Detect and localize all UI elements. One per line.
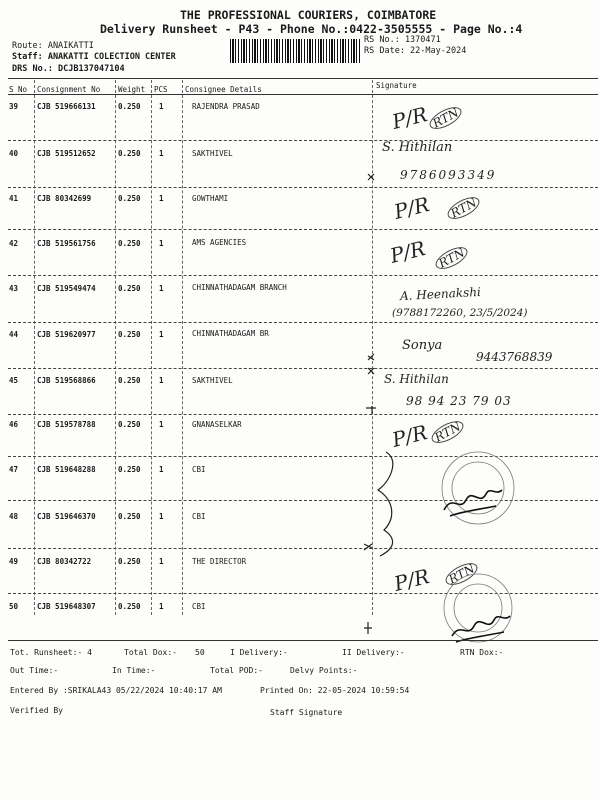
col-divider bbox=[115, 80, 116, 615]
handwritten-rtn: RTN bbox=[442, 559, 481, 590]
row-consignee: CBI bbox=[192, 465, 206, 474]
row-consignee: GNANASELKAR bbox=[192, 420, 242, 429]
row-consignment: CJB 519646370 bbox=[37, 512, 96, 521]
row-consignee: SAKTHIVEL bbox=[192, 376, 233, 385]
runsheet-title: Delivery Runsheet - P43 - Phone No.:0422-3505555 - Page No.:4 bbox=[100, 22, 523, 36]
company-title: THE PROFESSIONAL COURIERS, COIMBATORE bbox=[180, 8, 437, 22]
printed-on: Printed On: 22-05-2024 10:59:54 bbox=[260, 686, 410, 695]
handwritten-rtn: RTN bbox=[444, 193, 483, 224]
rtn-dox: RTN Dox:- bbox=[460, 648, 504, 657]
signature-strokes bbox=[360, 90, 600, 650]
handwritten-phone: 9786093349 bbox=[400, 168, 497, 182]
row-weight: 0.250 bbox=[118, 102, 141, 111]
entered-by: Entered By :SRIKALA43 05/22/2024 10:40:17 AM bbox=[10, 686, 222, 695]
handwritten-rtn: RTN bbox=[432, 243, 471, 274]
handwritten-pr: P/R bbox=[391, 192, 432, 224]
handwritten-phone: 98 94 23 79 03 bbox=[406, 394, 512, 408]
row-weight: 0.250 bbox=[118, 602, 141, 611]
col-divider bbox=[182, 80, 183, 615]
row-consignment: CJB 519568866 bbox=[37, 376, 96, 385]
col-sno: S No bbox=[9, 85, 28, 94]
row-pcs: 1 bbox=[159, 557, 164, 566]
row-sno: 42 bbox=[9, 239, 19, 248]
row-consignment: CJB 80342699 bbox=[37, 194, 92, 203]
row-pcs: 1 bbox=[159, 512, 164, 521]
row-sno: 50 bbox=[9, 602, 19, 611]
row-pcs: 1 bbox=[159, 420, 164, 429]
handwritten-name: Sonya bbox=[402, 338, 443, 353]
row-weight: 0.250 bbox=[118, 420, 141, 429]
row-consignee: SAKTHIVEL bbox=[192, 149, 233, 158]
handwritten-phone: (9788172260, 23/5/2024) bbox=[392, 307, 528, 319]
handwritten-phone: 9443768839 bbox=[476, 350, 553, 364]
handwritten-rtn: RTN bbox=[428, 417, 467, 448]
row-sno: 49 bbox=[9, 557, 19, 566]
row-consignment: CJB 519512652 bbox=[37, 149, 96, 158]
rs-number: RS No.: 1370471 bbox=[364, 35, 441, 45]
staff-signature: Staff Signature bbox=[270, 708, 343, 717]
barcode bbox=[230, 39, 360, 63]
total-dox-value: 50 bbox=[195, 648, 205, 657]
row-consignee: GOWTHAMI bbox=[192, 194, 229, 203]
total-pod: Total POD:- bbox=[210, 666, 263, 675]
row-consignment: CJB 519666131 bbox=[37, 102, 96, 111]
col-divider bbox=[151, 80, 152, 615]
row-pcs: 1 bbox=[159, 330, 164, 339]
row-consignment: CJB 519578788 bbox=[37, 420, 96, 429]
row-consignee: CHINNATHADAGAM BRANCH bbox=[192, 283, 287, 292]
row-weight: 0.250 bbox=[118, 512, 141, 521]
handwritten-name: S. Hithilan bbox=[384, 372, 449, 386]
row-weight: 0.250 bbox=[118, 149, 141, 158]
handwritten-pr: P/R bbox=[387, 236, 428, 268]
col-weight: Weight bbox=[118, 85, 146, 94]
row-consignee: THE DIRECTOR bbox=[192, 557, 247, 566]
row-sno: 39 bbox=[9, 102, 19, 111]
row-weight: 0.250 bbox=[118, 376, 141, 385]
row-consignment: CJB 519620977 bbox=[37, 330, 96, 339]
row-sno: 41 bbox=[9, 194, 19, 203]
out-time: Out Time:- bbox=[10, 666, 59, 675]
col-divider bbox=[34, 80, 35, 615]
row-consignee: AMS AGENCIES bbox=[192, 238, 247, 247]
row-weight: 0.250 bbox=[118, 194, 141, 203]
row-consignment: CJB 519561756 bbox=[37, 239, 96, 248]
row-weight: 0.250 bbox=[118, 465, 141, 474]
col-pcs: PCS bbox=[154, 85, 168, 94]
row-sno: 48 bbox=[9, 512, 19, 521]
row-consignee: CBI bbox=[192, 512, 206, 521]
in-time: In Time:- bbox=[112, 666, 156, 675]
row-consignee: CHINNATHADAGAM BR bbox=[192, 329, 269, 338]
col-consignment: Consignment No bbox=[37, 85, 101, 94]
row-pcs: 1 bbox=[159, 284, 164, 293]
tot-runsheet: Tot. Runsheet:- 4 bbox=[10, 648, 92, 657]
row-sno: 40 bbox=[9, 149, 19, 158]
handwritten-pr: P/R bbox=[389, 420, 430, 452]
col-consignee: Consignee Details bbox=[185, 85, 262, 94]
row-weight: 0.250 bbox=[118, 239, 141, 248]
staff: Staff: ANAKATTI COLECTION CENTER bbox=[12, 52, 176, 62]
row-consignment: CJB 80342722 bbox=[37, 557, 92, 566]
row-weight: 0.250 bbox=[118, 284, 141, 293]
ii-delivery: II Delivery:- bbox=[342, 648, 405, 657]
row-consignment: CJB 519648307 bbox=[37, 602, 96, 611]
drs-number: DRS No.: DCJB137047104 bbox=[12, 64, 125, 74]
header-top-rule bbox=[8, 78, 598, 79]
verified-by: Verified By bbox=[10, 706, 63, 715]
handwritten-name: A. Heenakshi bbox=[399, 284, 482, 304]
row-sno: 46 bbox=[9, 420, 19, 429]
total-dox-label: Total Dox:- bbox=[124, 648, 177, 657]
row-pcs: 1 bbox=[159, 239, 164, 248]
col-signature: Signature bbox=[376, 81, 417, 90]
row-consignee: RAJENDRA PRASAD bbox=[192, 102, 260, 111]
row-pcs: 1 bbox=[159, 602, 164, 611]
row-pcs: 1 bbox=[159, 376, 164, 385]
row-pcs: 1 bbox=[159, 102, 164, 111]
row-weight: 0.250 bbox=[118, 557, 141, 566]
row-consignee: CBI bbox=[192, 602, 206, 611]
delvy-points: Delvy Points:- bbox=[290, 666, 358, 675]
handwritten-pr: P/R bbox=[389, 102, 430, 134]
row-weight: 0.250 bbox=[118, 330, 141, 339]
footer-rule bbox=[8, 640, 598, 641]
row-sno: 47 bbox=[9, 465, 19, 474]
i-delivery: I Delivery:- bbox=[230, 648, 288, 657]
row-pcs: 1 bbox=[159, 149, 164, 158]
row-pcs: 1 bbox=[159, 194, 164, 203]
handwritten-rtn: RTN bbox=[426, 103, 465, 134]
row-pcs: 1 bbox=[159, 465, 164, 474]
row-sno: 45 bbox=[9, 376, 19, 385]
row-sno: 44 bbox=[9, 330, 19, 339]
row-sno: 43 bbox=[9, 284, 19, 293]
rs-date: RS Date: 22-May-2024 bbox=[364, 46, 467, 56]
handwritten-pr: P/R bbox=[391, 564, 432, 596]
route: Route: ANAIKATTI bbox=[12, 41, 94, 51]
row-consignment: CJB 519648288 bbox=[37, 465, 96, 474]
handwritten-name: S. Hithilan bbox=[382, 140, 453, 155]
row-consignment: CJB 519549474 bbox=[37, 284, 96, 293]
